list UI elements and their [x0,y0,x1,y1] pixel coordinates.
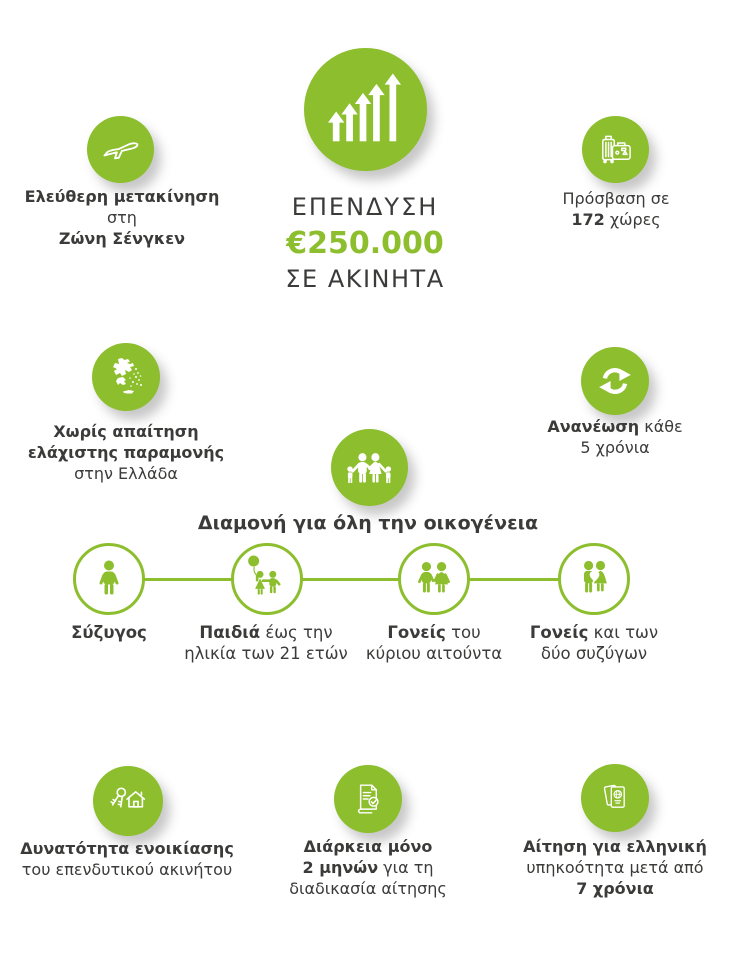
parents-label: Γονείς του κύριου αιτούντα [365,623,503,663]
rental-caption [12,838,242,880]
hero-title: ΕΠΕΝΔΥΣΗ [291,193,439,221]
hero-subtitle: ΣΕ ΑΚΙΝΗΤΑ [285,265,445,293]
growth-chart-icon [325,72,407,148]
citizenship-line1: Αίτηση για ελληνική [523,837,707,856]
family-circle [331,429,408,506]
children-balloon-icon [238,550,296,608]
house-keys-icon [104,777,152,825]
no-stay-line3: στην Ελλάδα [74,464,178,483]
renewal-circle [581,347,649,415]
processing-line2-rest: για τη [378,858,434,877]
access-line1: Πρόσβαση σε [562,189,670,208]
no-stay-line1: Χωρίς απαίτηση [53,422,199,441]
access-circle [582,116,649,183]
hero-amount: €250.000 [286,226,444,261]
renewal-line2: 5 χρόνια [580,438,650,457]
schengen-line2: στη [107,208,137,227]
rental-line2: του επενδυτικού ακινήτου [21,860,233,879]
parents-in-law-icon [567,552,621,606]
schengen-circle [87,116,154,183]
parents-in-law-label: Γονείς και των δύο συζύγων [529,623,659,663]
family-heading: Διαμονή για όλη την οικογένεια [197,512,539,534]
spouse-label: Σύζυγος [71,623,147,642]
no-stay-circle [92,343,160,411]
rental-circle [93,766,163,836]
rental-line1: Δυνατότητα ενοικίασης [20,839,234,858]
application-document-icon [345,776,391,822]
schengen-caption [7,186,237,249]
parents-in-law-circle [558,543,630,615]
children-circle [231,543,303,615]
hero-circle [304,48,427,171]
spouse-circle [73,543,145,615]
citizenship-line3: 7 χρόνια [576,879,654,898]
parents-circle [398,543,470,615]
schengen-line1: Ελεύθερη μετακίνηση [24,187,220,206]
processing-circle [334,765,402,833]
renewal-caption [505,416,725,458]
no-stay-line2: ελάχιστης παραμονής [27,443,225,462]
processing-caption [258,836,478,899]
spouse-icon [84,554,134,604]
processing-line1: Διάρκεια μόνο [303,837,433,856]
processing-line3: διαδικασία αίτησης [289,879,447,898]
no-stay-caption [6,421,246,484]
timeline-connector [107,578,596,581]
access-count: 172 [571,210,605,229]
luggage-icon [594,128,638,172]
parents-icon [407,552,461,606]
renewal-arrows-icon [593,359,637,403]
renewal-bold: Ανανέωση [547,417,640,436]
greece-map-icon [101,352,151,402]
access-caption [501,188,731,230]
family-icon [343,441,397,495]
airplane-icon [98,127,144,173]
citizenship-line2: υπηκοότητα μετά από [526,858,704,877]
schengen-line3: Ζώνη Σένγκεν [58,229,186,248]
processing-line2-bold: 2 μηνών [302,858,379,877]
children-label: Παιδιά έως την ηλικία των 21 ετών [184,623,348,663]
passport-icon [592,775,638,821]
access-count-rest: χώρες [604,210,661,229]
citizenship-circle [581,764,649,832]
citizenship-caption [505,836,725,899]
renewal-rest: κάθε [639,417,683,436]
